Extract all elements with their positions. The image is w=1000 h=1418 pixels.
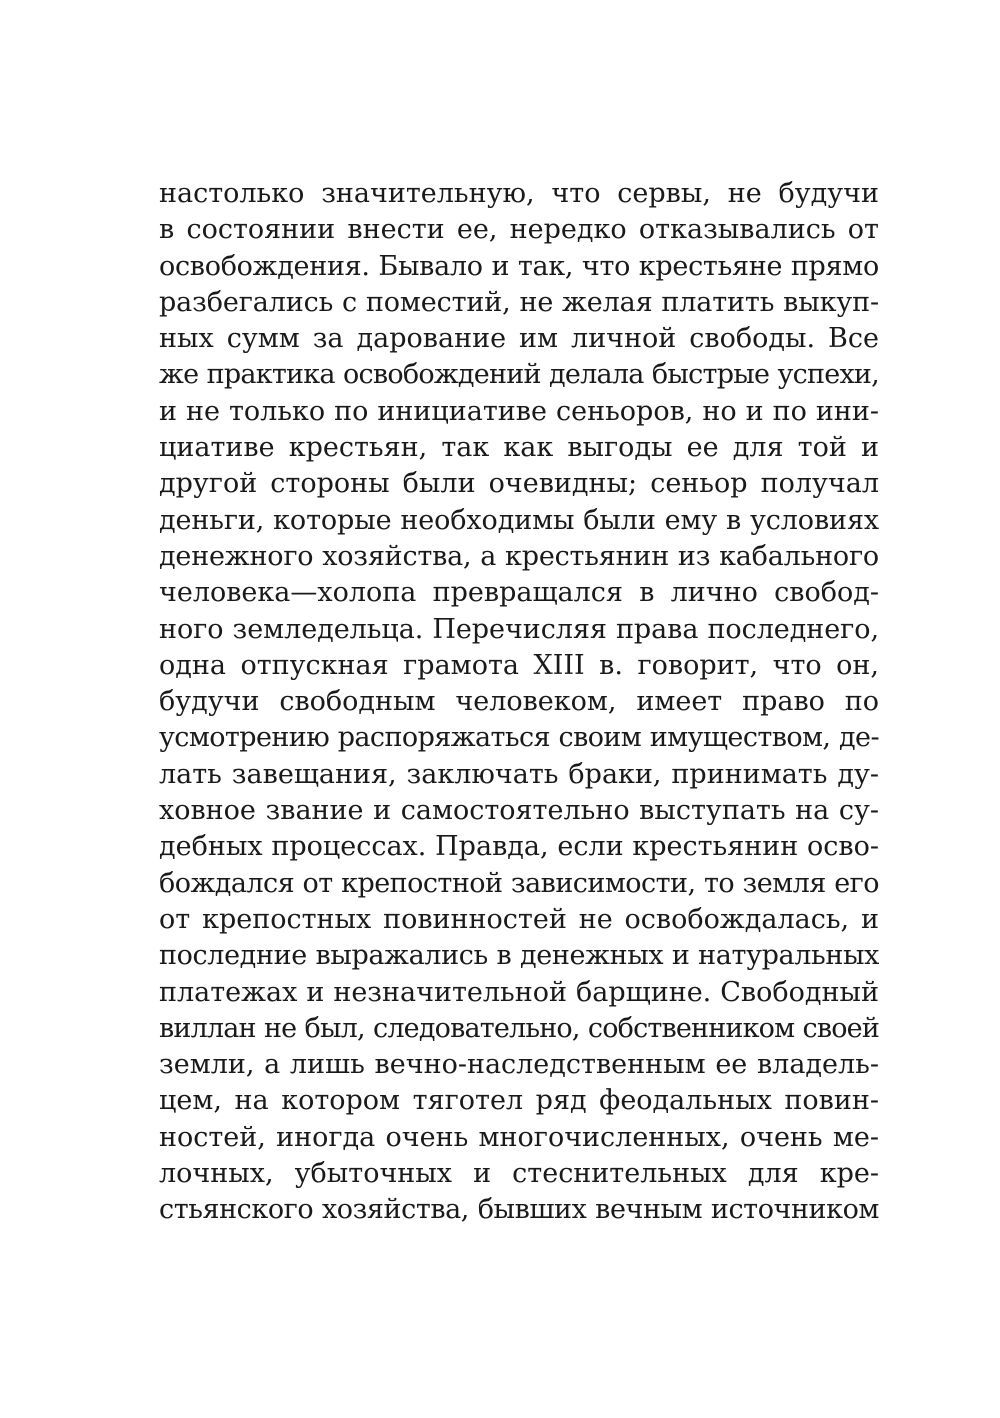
text-line: земли, а лишь вечно-наследственным ее владель-	[159, 1049, 879, 1081]
text-line: платежах и незначительной барщине. Свободный	[159, 976, 879, 1008]
text-line: настолько значительную, что сервы, не будучи	[159, 178, 879, 209]
text-line: ных сумм за дарование им личной свободы. Все	[159, 323, 879, 355]
text-line: другой стороны были очевидны; сеньор получал	[159, 468, 879, 500]
text-line: цем, на котором тяготел ряд феодальных повин-	[159, 1085, 879, 1117]
text-line: одна отпускная грамота XIII в. говорит, что он,	[159, 649, 879, 681]
text-line: ного земледельца. Перечисляя права последнего,	[159, 613, 879, 645]
text-line: будучи свободным человеком, имеет право по	[159, 686, 879, 718]
text-line: циативе крестьян, так как выгоды ее для той и	[159, 432, 879, 464]
text-line: деньги, которые необходимы были ему в условиях	[159, 504, 879, 536]
text-line: последние выражались в денежных и натуральных	[159, 940, 879, 972]
text-line: стьянского хозяйства, бывших вечным источником	[159, 1194, 879, 1226]
text-line: усмотрению распоряжаться своим имуществом, де-	[159, 722, 879, 754]
text-line: ностей, иногда очень многочисленных, очень ме-	[159, 1121, 879, 1153]
text-line: освобождения. Бывало и так, что крестьяне прямо	[159, 250, 879, 282]
text-line: от крепостных повинностей не освобождалась, и	[159, 903, 879, 935]
text-line: ховное звание и самостоятельно выступать на су-	[159, 795, 879, 827]
text-line: лочных, убыточных и стеснительных для кре-	[159, 1158, 879, 1190]
body-text	[159, 176, 879, 1229]
text-line: лать завещания, заключать браки, принимать ду-	[159, 758, 879, 790]
text-line: дебных процессах. Правда, если крестьянин осво-	[159, 831, 879, 863]
text-line: денежного хозяйства, а крестьянин из кабального	[159, 540, 879, 572]
text-line: бождался от крепостной зависимости, то земля его	[159, 867, 879, 899]
text-line: же практика освобождений делала быстрые успехи,	[159, 359, 879, 391]
text-line: человека—холопа превращался в лично свобод-	[159, 577, 879, 609]
text-line: виллан не был, следовательно, собственником своей	[159, 1012, 879, 1044]
text-line: и не только по инициативе сеньоров, но и по ини-	[159, 395, 879, 427]
text-line: в состоянии внести ее, нередко отказывались от	[159, 214, 879, 246]
text-line: разбегались с поместий, не желая платить выкуп-	[159, 286, 879, 318]
